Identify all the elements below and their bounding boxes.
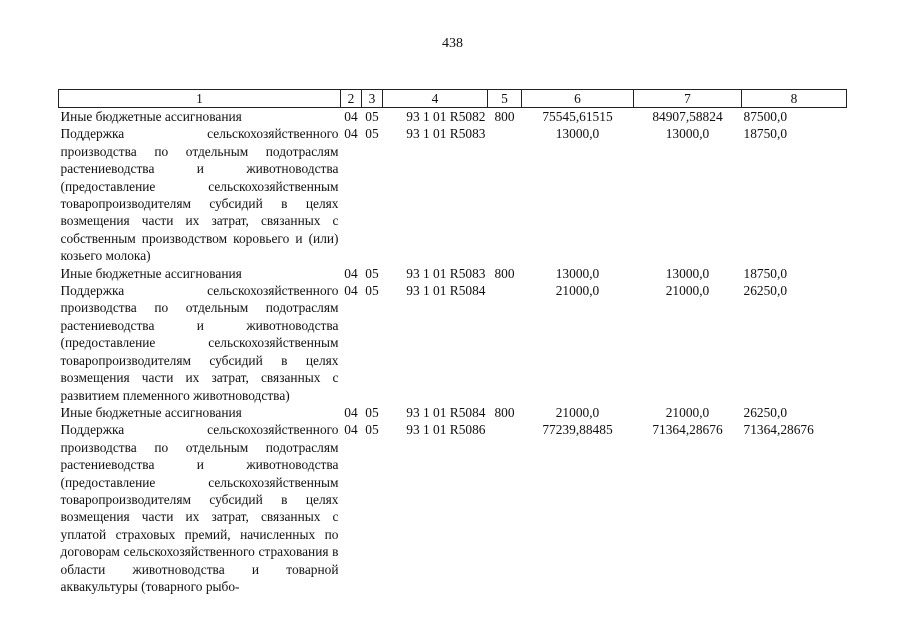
column-header-6: 6	[522, 90, 634, 108]
budget-table	[58, 89, 847, 595]
table-row	[59, 282, 847, 404]
row-amount-col6: 21000,0	[555, 283, 600, 299]
row-amount-col6: 13000,0	[555, 265, 600, 281]
row-amount-col8: 18750,0	[743, 126, 788, 142]
row-section-code: 04	[344, 422, 358, 438]
row-amount-col7: 84907,58824	[652, 109, 723, 124]
row-name: Иные бюджетные ассигнования	[60, 265, 242, 281]
row-amount-col8: 26250,0	[743, 404, 788, 420]
table-row	[59, 404, 847, 421]
row-subsection-code: 05	[365, 283, 379, 299]
column-header-4: 4	[383, 90, 488, 108]
row-expense-type: 800	[494, 265, 515, 281]
row-name: Поддержка сельскохозяйственного производства по отдельным подотраслям растениеводства и животноводства (предоставление сельскохозяйственным товаропроизводителям субсидий в целях возмещения части их затрат, связанных с уплатой страховых премий, начисленных по договорам сельскохозяйственного страхования в области животноводства и товарной аквакультуры (товарного рыбо-	[60, 422, 339, 594]
row-amount-col7: 21000,0	[665, 404, 710, 420]
row-target-article: 93 1 01 R5086	[406, 422, 486, 438]
row-amount-col7: 13000,0	[665, 265, 710, 281]
row-section-code: 04	[344, 109, 358, 124]
row-amount-col6: 77239,88485	[542, 422, 613, 438]
table-row	[59, 108, 847, 126]
row-expense-type	[488, 421, 522, 595]
table-body	[59, 108, 847, 596]
row-target-article: 93 1 01 R5082	[406, 109, 486, 124]
row-name: Иные бюджетные ассигнования	[60, 404, 242, 420]
row-expense-type	[488, 282, 522, 404]
row-amount-col8: 87500,0	[743, 109, 788, 124]
row-amount-col6: 75545,61515	[542, 109, 613, 124]
column-header-8: 8	[742, 90, 847, 108]
row-target-article: 93 1 01 R5083	[406, 126, 486, 142]
row-subsection-code: 05	[365, 109, 379, 124]
column-header-3: 3	[362, 90, 383, 108]
column-header-5: 5	[488, 90, 522, 108]
row-section-code: 04	[344, 404, 358, 420]
table-header-row	[59, 90, 847, 108]
row-amount-col8: 26250,0	[743, 283, 788, 299]
row-amount-col6: 13000,0	[555, 126, 600, 142]
row-amount-col6: 21000,0	[555, 404, 600, 420]
row-amount-col7: 13000,0	[665, 126, 710, 142]
table-row	[59, 265, 847, 282]
row-target-article: 93 1 01 R5084	[406, 404, 486, 420]
row-name: Иные бюджетные ассигнования	[60, 109, 242, 124]
column-header-7: 7	[634, 90, 742, 108]
row-subsection-code: 05	[365, 265, 379, 281]
row-expense-type: 800	[494, 109, 515, 124]
row-section-code: 04	[344, 283, 358, 299]
row-expense-type: 800	[494, 404, 515, 420]
row-name: Поддержка сельскохозяйственного производства по отдельным подотраслям растениеводства и животноводства (предоставление сельскохозяйственным товаропроизводителям субсидий в целях возмещения части их затрат, связанных с собственным производством коровьего и (или) козьего молока)	[60, 126, 339, 264]
column-header-1: 1	[59, 90, 341, 108]
row-amount-col7: 21000,0	[665, 283, 710, 299]
row-name: Поддержка сельскохозяйственного производства по отдельным подотраслям растениеводства и животноводства (предоставление сельскохозяйственным товаропроизводителям субсидий в целях возмещения части их затрат, связанных с развитием племенного животноводства)	[60, 283, 339, 403]
row-target-article: 93 1 01 R5084	[406, 283, 486, 299]
table-row	[59, 125, 847, 264]
row-section-code: 04	[344, 265, 358, 281]
row-subsection-code: 05	[365, 126, 379, 142]
page-number: 438	[442, 36, 463, 51]
row-subsection-code: 05	[365, 422, 379, 438]
row-subsection-code: 05	[365, 404, 379, 420]
row-amount-col7: 71364,28676	[652, 422, 723, 438]
table-row	[59, 421, 847, 595]
row-amount-col8: 18750,0	[743, 265, 788, 281]
row-section-code: 04	[344, 126, 358, 142]
column-header-2: 2	[341, 90, 362, 108]
row-expense-type	[488, 125, 522, 264]
row-target-article: 93 1 01 R5083	[406, 265, 486, 281]
row-amount-col8: 71364,28676	[743, 422, 814, 438]
